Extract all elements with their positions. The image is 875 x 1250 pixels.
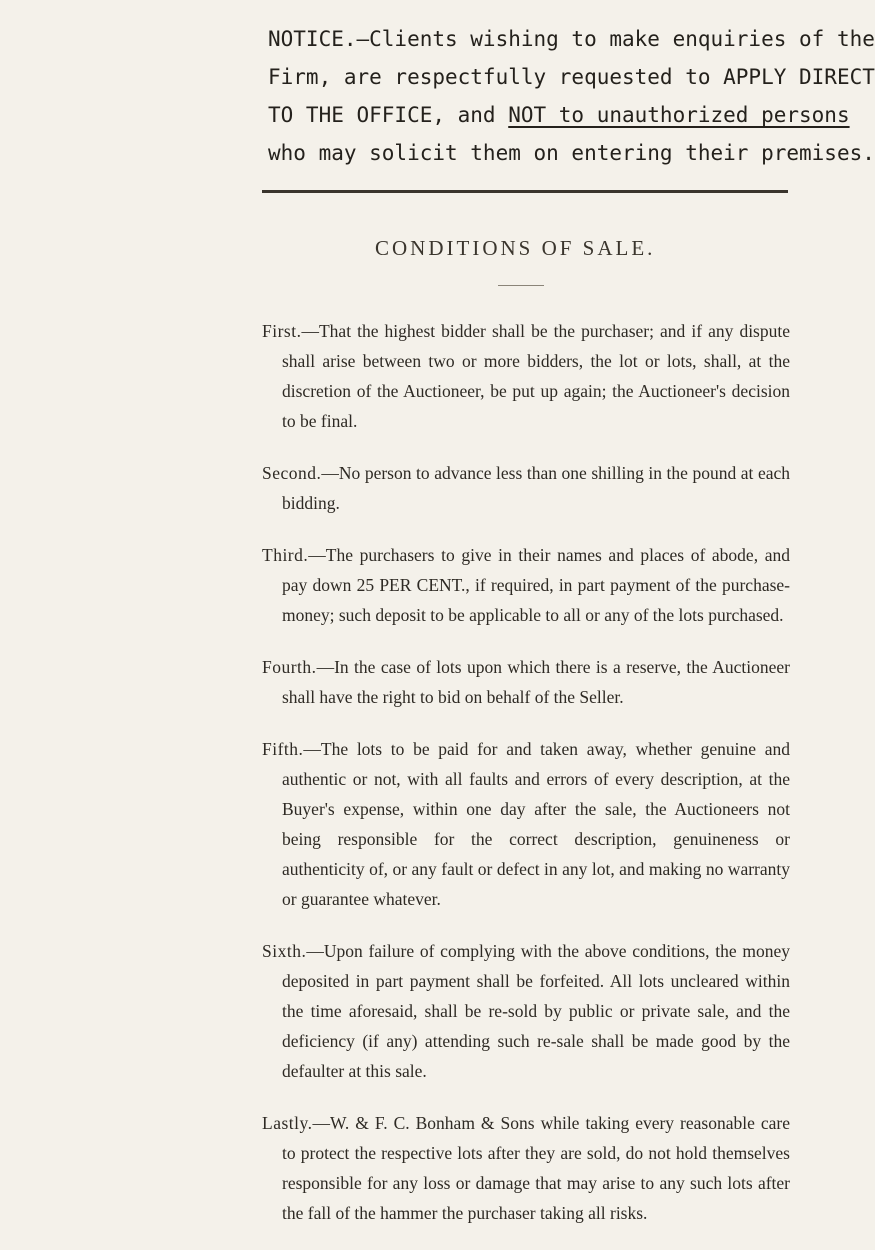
condition-second <box>262 458 790 518</box>
notice-line-1: NOTICE.—Clients wishing to make enquiries of the <box>268 27 875 51</box>
notice-line-4: who may solicit them on entering their premises. <box>268 141 875 165</box>
condition-lastly-text: —W. & F. C. Bonham & Sons while taking every reasonable care to protect the respective lots after they are sold, do not hold themselves responsible for any loss or damage that may arise to any such lots after the fall of the hammer the purchaser taking all risks. <box>282 1113 790 1223</box>
condition-fourth-text: —In the case of lots upon which there is a reserve, the Auctioneer shall have the right to bid on behalf of the Seller. <box>282 657 790 707</box>
condition-fifth-lead: Fifth. <box>262 739 304 759</box>
notice-line-2: Firm, are respectfully requested to APPLY DIRECT <box>268 65 875 89</box>
title-underline <box>498 285 544 286</box>
condition-fifth <box>262 734 790 914</box>
conditions-list <box>262 316 790 1250</box>
condition-fourth-lead: Fourth. <box>262 657 317 677</box>
condition-lastly-lead: Lastly. <box>262 1113 313 1133</box>
condition-lastly <box>262 1108 790 1228</box>
condition-first-lead: First. <box>262 321 302 341</box>
condition-second-text: —No person to advance less than one shilling in the pound at each bidding. <box>282 463 790 513</box>
condition-fourth <box>262 652 790 712</box>
section-divider <box>262 190 788 193</box>
condition-third <box>262 540 790 630</box>
condition-first-text: —That the highest bidder shall be the purchaser; and if any dispute shall arise between two or more bidders, the lot or lots, shall, at the discretion of the Auctioneer, be put up again; the Auctioneer's decision to be final. <box>282 321 790 431</box>
condition-third-lead: Third. <box>262 545 309 565</box>
page-title: CONDITIONS OF SALE. <box>375 236 656 260</box>
condition-sixth <box>262 936 790 1086</box>
condition-first <box>262 316 790 436</box>
notice-block <box>268 20 875 172</box>
condition-third-text: —The purchasers to give in their names and places of abode, and pay down 25 PER CENT., if required, in part payment of the purchase-money; such deposit to be applicable to all or any of the lots purchased. <box>282 545 790 625</box>
notice-underlined-warning: NOT to unauthorized persons <box>508 103 850 127</box>
condition-fifth-text: —The lots to be paid for and taken away, whether genuine and authentic or not, with all faults and errors of every description, at the Buyer's expense, within one day after the sale, the Auctioneers not being responsible for the correct description, genuineness or authenticity of, or any fault or defect in any lot, and making no warranty or guarantee whatever. <box>282 739 790 909</box>
condition-sixth-lead: Sixth. <box>262 941 307 961</box>
notice-line-3 <box>268 96 850 134</box>
condition-sixth-text: —Upon failure of complying with the above conditions, the money deposited in part payment shall be forfeited. All lots uncleared within the time aforesaid, shall be re-sold by public or private sale, and the deficiency (if any) attending such re-sale shall be made good by the defaulter at this sale. <box>282 941 790 1081</box>
notice-line-3-start: TO THE OFFICE, and <box>268 103 509 127</box>
condition-second-lead: Second. <box>262 463 322 483</box>
